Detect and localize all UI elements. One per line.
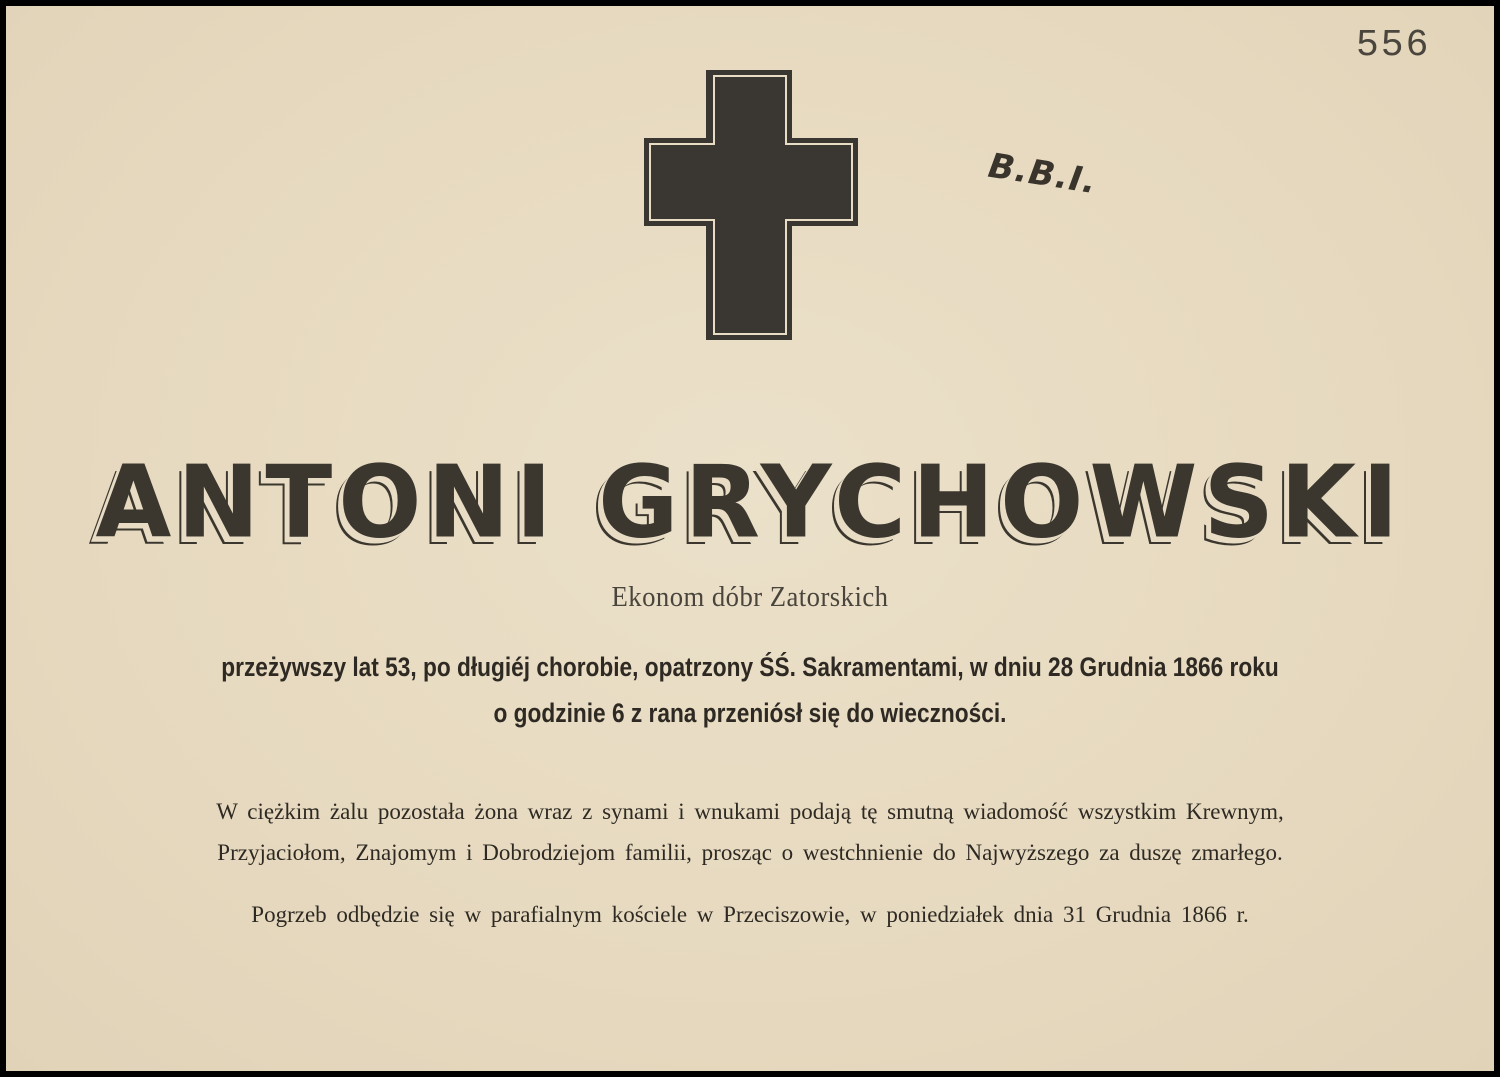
family-notice-line-1: W ciężkim żalu pozostała żona wraz z synami i wnukami podają tę smutną wiadomość wszystkim Krewnym, xyxy=(216,799,1284,824)
announcement-line-1: przeżywszy lat 53, po długiéj chorobie, opatrzony ŚŚ. Sakramentami, w dniu 28 Grudnia 1866 roku xyxy=(221,652,1279,682)
obituary-page xyxy=(6,6,1494,1071)
family-notice-line-2: Przyjaciołom, Znajomym i Dobrodziejom familii, prosząc o westchnienie do Najwyższego za duszę zmarłego. xyxy=(217,840,1283,865)
deceased-occupation: Ekonom dóbr Zatorskich xyxy=(611,581,889,613)
archive-number: 556 xyxy=(1356,24,1431,67)
cross-icon xyxy=(642,68,862,344)
funeral-notice: Pogrzeb odbędzie się w parafialnym kościele w Przeciszowie, w poniedziałek dnia 31 Grudnia 1866 r. xyxy=(251,902,1249,927)
deceased-name: ANTONI GRYCHOWSKI xyxy=(95,444,1405,562)
announcement-line-2: o godzinie 6 z rana przeniósł się do wieczności. xyxy=(493,698,1007,728)
library-stamp: B.B.I. xyxy=(985,145,1100,203)
